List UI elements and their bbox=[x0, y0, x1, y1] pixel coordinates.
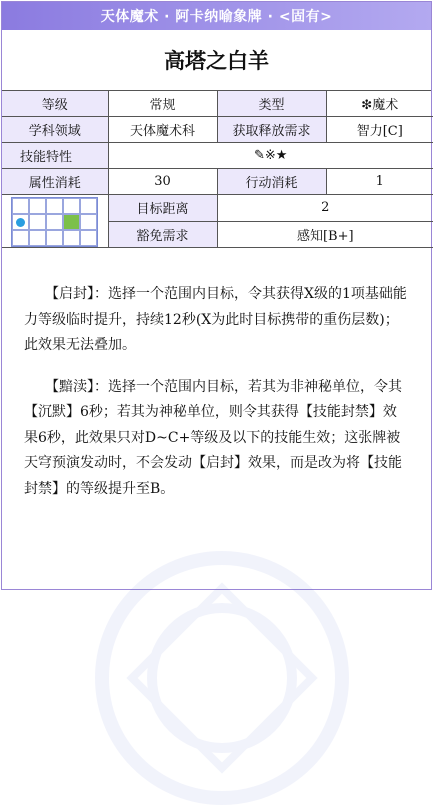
range-cell bbox=[29, 214, 46, 230]
immunity-label: 豁免需求 bbox=[108, 221, 217, 248]
immunity-value: 感知[B+] bbox=[217, 221, 433, 248]
card-banner: 天体魔术 · 阿卡纳喻象牌 · <固有> bbox=[2, 2, 431, 30]
type-label: 类型 bbox=[217, 91, 326, 117]
range-cell bbox=[46, 214, 63, 230]
watermark-emblem-icon bbox=[72, 548, 372, 808]
description bbox=[2, 248, 431, 502]
table-row bbox=[2, 143, 433, 169]
range-grid bbox=[11, 197, 98, 247]
range-cell bbox=[12, 230, 29, 246]
range-target-cell bbox=[63, 214, 80, 230]
range-cell bbox=[80, 230, 97, 246]
range-cell bbox=[12, 198, 29, 214]
attribute-cost-label: 属性消耗 bbox=[2, 169, 108, 195]
attribute-cost-value: 30 bbox=[108, 169, 217, 195]
range-cell bbox=[63, 230, 80, 246]
table-row bbox=[2, 169, 433, 195]
requirement-label: 获取释放需求 bbox=[217, 117, 326, 143]
field-value: 天体魔术科 bbox=[108, 117, 217, 143]
level-value: 常规 bbox=[108, 91, 217, 117]
type-value: ❇魔术 bbox=[326, 91, 433, 117]
range-cell bbox=[63, 198, 80, 214]
distance-value: 2 bbox=[217, 195, 433, 222]
range-cell bbox=[29, 230, 46, 246]
skill-card bbox=[1, 1, 432, 590]
range-self-cell bbox=[12, 214, 29, 230]
range-cell bbox=[46, 230, 63, 246]
range-cell bbox=[80, 214, 97, 230]
attribute-table bbox=[2, 91, 433, 248]
action-cost-label: 行动消耗 bbox=[217, 169, 326, 195]
table-row bbox=[2, 195, 433, 222]
description-paragraph-unseal: 【启封】：选择一个范围内目标，令其获得X级的1项基础能力等级临时提升，持续12秒(X为此时目标携带的重伤层数)；此效果无法叠加。 bbox=[24, 286, 407, 353]
range-cell bbox=[80, 198, 97, 214]
field-label: 学科领域 bbox=[2, 117, 108, 143]
trait-value: ✎※★ bbox=[108, 143, 433, 169]
table-row bbox=[2, 91, 433, 117]
trait-label: 技能特性 bbox=[2, 143, 108, 169]
range-cell bbox=[29, 198, 46, 214]
table-row bbox=[2, 117, 433, 143]
action-cost-value: 1 bbox=[326, 169, 433, 195]
card-title: 高塔之白羊 bbox=[2, 30, 431, 91]
description-paragraph-defile: 【黯渎】：选择一个范围内目标，若其为非神秘单位，令其【沉默】6秒；若其为神秘单位，则令其获得【技能封禁】效果6秒，此效果只对D~C+等级及以下的技能生效；这张牌被天穹预演发动时，不会发动【启封】效果，而是改为将【技能封禁】的等级提升至B。 bbox=[24, 378, 402, 497]
range-grid-cell bbox=[2, 195, 108, 248]
requirement-value: 智力[C] bbox=[326, 117, 433, 143]
range-cell bbox=[46, 198, 63, 214]
level-label: 等级 bbox=[2, 91, 108, 117]
distance-label: 目标距离 bbox=[108, 195, 217, 222]
